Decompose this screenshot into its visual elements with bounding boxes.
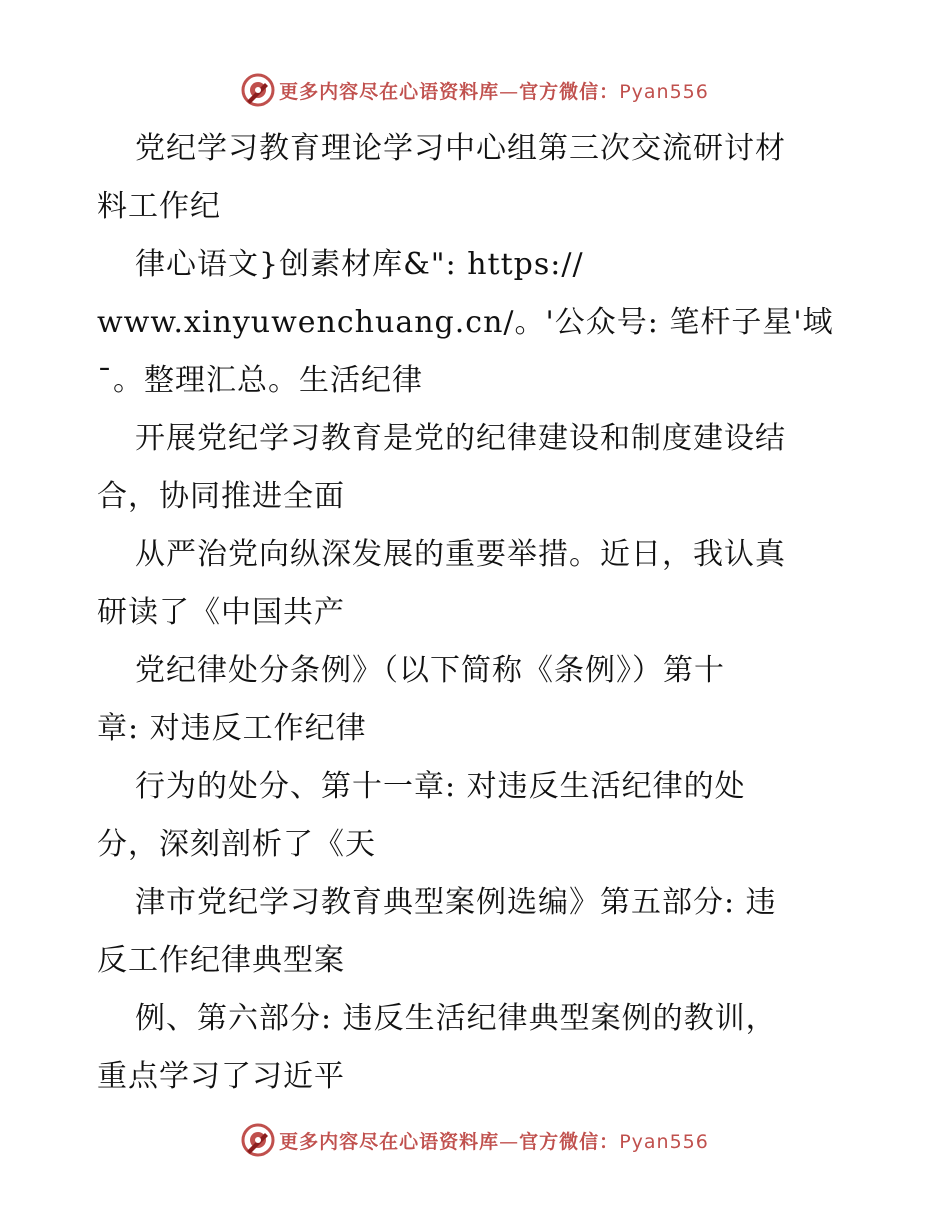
body-line: 津市党纪学习教育典型案例选编》第五部分: 违 — [135, 885, 777, 920]
footer-banner — [0, 1118, 950, 1162]
header-banner-label: 官方微信： — [519, 80, 620, 103]
pen-logo-icon — [241, 73, 275, 107]
body-line: 合，协同推进全面 — [97, 479, 345, 514]
footer-banner-text — [279, 1127, 709, 1154]
body-line: 分，深刻剖析了《天 — [97, 827, 376, 862]
header-banner-text — [279, 77, 709, 104]
footer-banner-title: 更多内容尽在心语资料库 — [279, 1130, 500, 1153]
body-line: 从严治党向纵深发展的重要举措。近日，我认真 — [135, 537, 786, 572]
body-line: www.xinyuwenchuang.cn/。'公众号: 笔杆子星'域 — [97, 305, 834, 340]
header-banner-title: 更多内容尽在心语资料库 — [279, 80, 500, 103]
header-banner-dash: — — [499, 80, 520, 103]
body-line: 开展党纪学习教育是党的纪律建设和制度建设结 — [135, 421, 786, 456]
body-line: 料工作纪 — [97, 189, 221, 224]
footer-banner-id: Pyan556 — [619, 1130, 709, 1153]
body-line: 行为的处分、第十一章: 对违反生活纪律的处 — [135, 769, 746, 804]
pen-logo-icon — [241, 1123, 275, 1157]
body-line: ¯。整理汇总。生活纪律 — [97, 363, 423, 398]
footer-banner-dash: — — [499, 1130, 520, 1153]
body-line: 章: 对违反工作纪律 — [97, 711, 367, 746]
body-line: 例、第六部分: 违反生活纪律典型案例的教训， — [135, 1001, 777, 1036]
body-line: 党纪学习教育理论学习中心组第三次交流研讨材 — [135, 131, 786, 166]
document-body — [97, 120, 857, 1106]
header-banner — [0, 68, 950, 112]
body-line: 研读了《中国共产 — [97, 595, 345, 630]
header-banner-id: Pyan556 — [619, 80, 709, 103]
body-line: 重点学习了习近平 — [97, 1059, 345, 1094]
footer-banner-label: 官方微信： — [519, 1130, 620, 1153]
body-line: 党纪律处分条例》（以下简称《条例》）第十 — [135, 653, 725, 688]
body-line: 律心语文}创素材库&": https:// — [135, 247, 584, 282]
body-line: 反工作纪律典型案 — [97, 943, 345, 978]
